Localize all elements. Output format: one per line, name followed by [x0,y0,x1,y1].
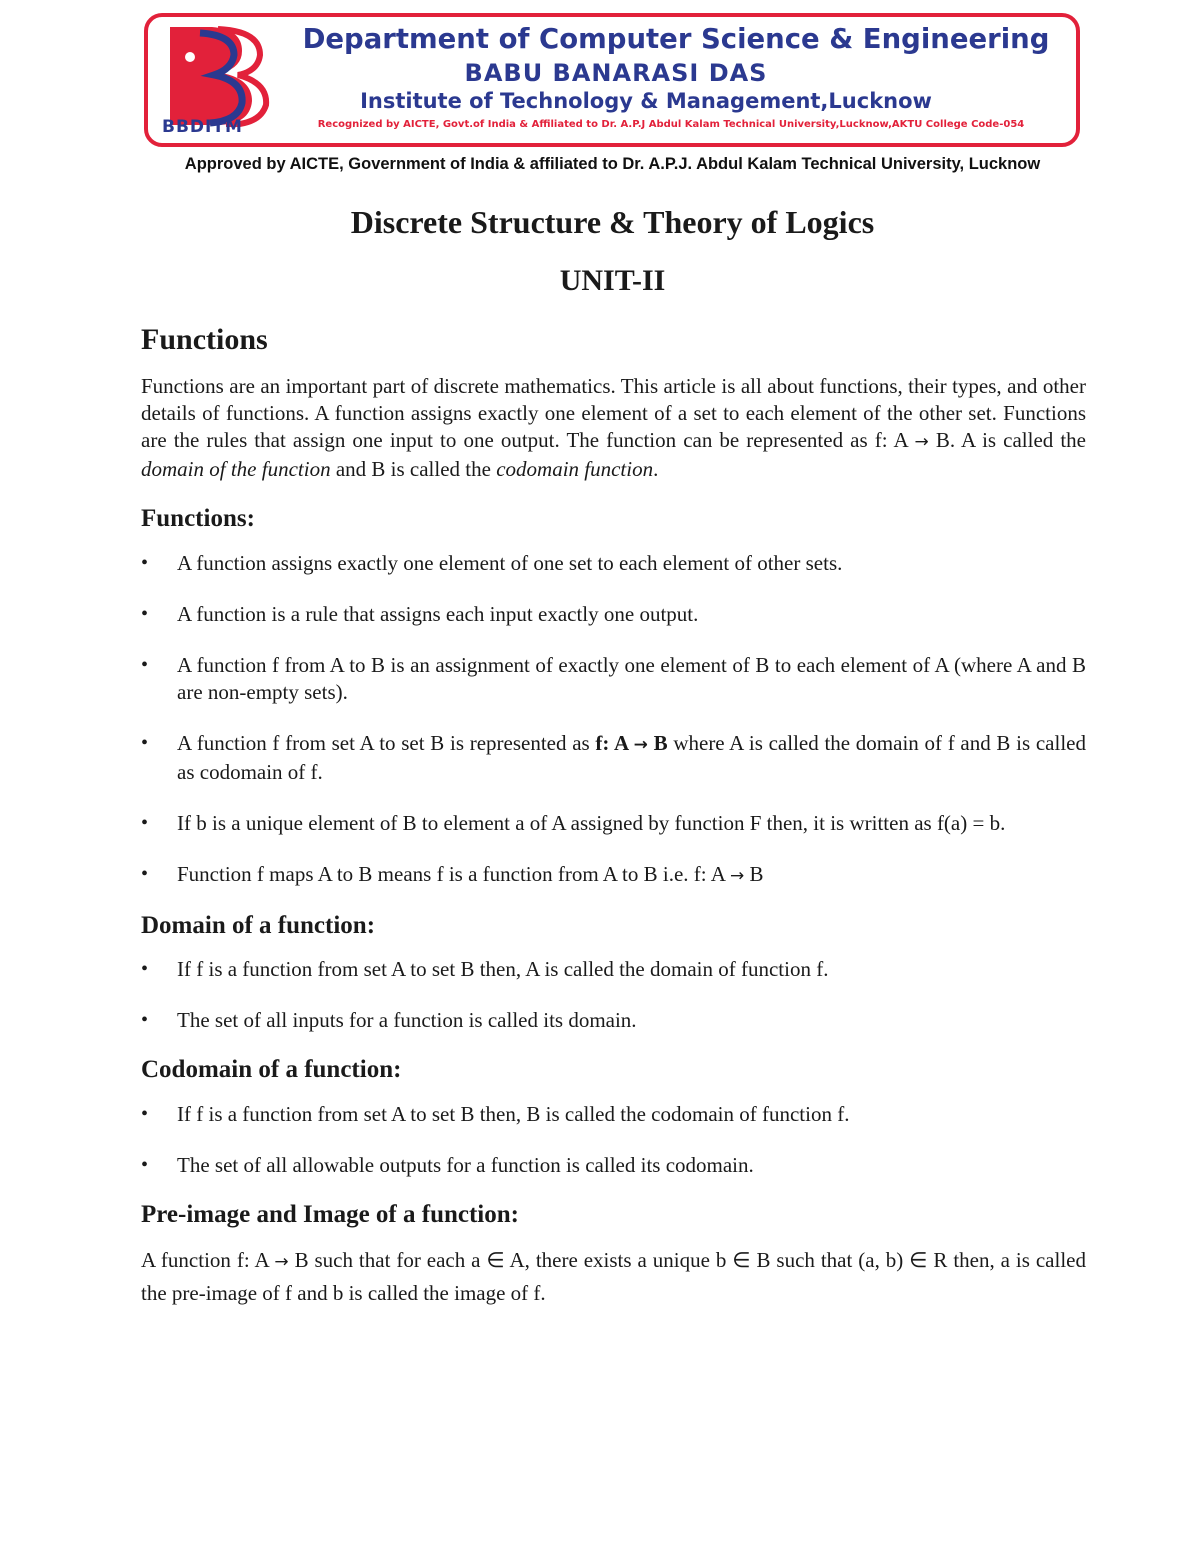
logo-text: BBDITM [162,117,243,137]
list-item: • If f is a function from set A to set B then, A is called the domain of function f. [141,956,1086,983]
recognition-line: Recognized by AICTE, Govt.of India & Affiliated to Dr. A.P.J Abdul Kalam Technical University,Lucknow,AKTU College Code-054 [317,119,1025,130]
functions-list [141,550,1086,890]
subheading-preimage: Pre-image and Image of a function: [141,1200,519,1228]
institute-name-line2: Institute of Technology & Management,Lucknow [360,89,932,113]
list-item: • If b is a unique element of B to element a of A assigned by function F then, it is written as f(a) = b. [141,810,1086,837]
domain-list [141,956,1086,1034]
subheading-codomain: Codomain of a function: [141,1056,402,1083]
section-heading-functions: Functions [141,323,268,356]
arrow-icon: → [633,734,648,755]
domain-phrase: domain of the function [141,457,331,481]
list-item: • A function f from A to B is an assignment of exactly one element of B to each element of A (where A and B are non-empty sets). [141,652,1086,706]
intro-paragraph: Functions are an important part of discrete mathematics. This article is all about functions, their types, and other details of functions. A function assigns exactly one element of a set to each element of the other set. Functions are the rules that assign one input to one output. The function can be represented as f: A → B. A is called the domain of the function and B is called the codomain function. [141,374,1086,481]
codomain-phrase: codomain function [496,457,654,481]
document-title: Discrete Structure & Theory of Logics [350,204,875,240]
department-name: Department of Computer Science & Engineering [302,23,1050,55]
header-banner [144,13,1080,147]
list-item: • Function f maps A to B means f is a function from A to B i.e. f: A → B [141,861,1086,890]
document-body [141,320,1086,1309]
list-item: • The set of all allowable outputs for a function is called its codomain. [141,1152,1086,1179]
subheading-functions: Functions: [141,505,255,532]
arrow-icon: → [729,865,745,886]
list-item: • A function assigns exactly one element of one set to each element of other sets. [141,550,1086,577]
codomain-list [141,1101,1086,1179]
institute-name-line1: BABU BANARASI DAS [464,59,768,87]
list-item: • A function is a rule that assigns each input exactly one output. [141,601,1086,628]
bbditm-logo-icon [160,23,272,127]
list-item: • The set of all inputs for a function is called its domain. [141,1007,1086,1034]
arrow-icon: → [914,432,929,452]
unit-title: UNIT-II [559,264,666,297]
preimage-paragraph: A function f: A → B such that for each a ∈ A, there exists a unique b ∈ B such that (a, b) ∈ R then, a is called the pre-image of f and b is called the image of f. [141,1248,1086,1305]
arrow-icon: → [274,1252,289,1272]
list-item: • If f is a function from set A to set B then, B is called the codomain of function f. [141,1101,1086,1128]
list-item: • A function f from set A to set B is represented as f: A → B where A is called the domain of f and B is called as codomain of f. [141,730,1086,786]
approval-line: Approved by AICTE, Government of India & affiliated to Dr. A.P.J. Abdul Kalam Technical University, Lucknow [184,155,1041,173]
subheading-domain: Domain of a function: [141,911,376,939]
